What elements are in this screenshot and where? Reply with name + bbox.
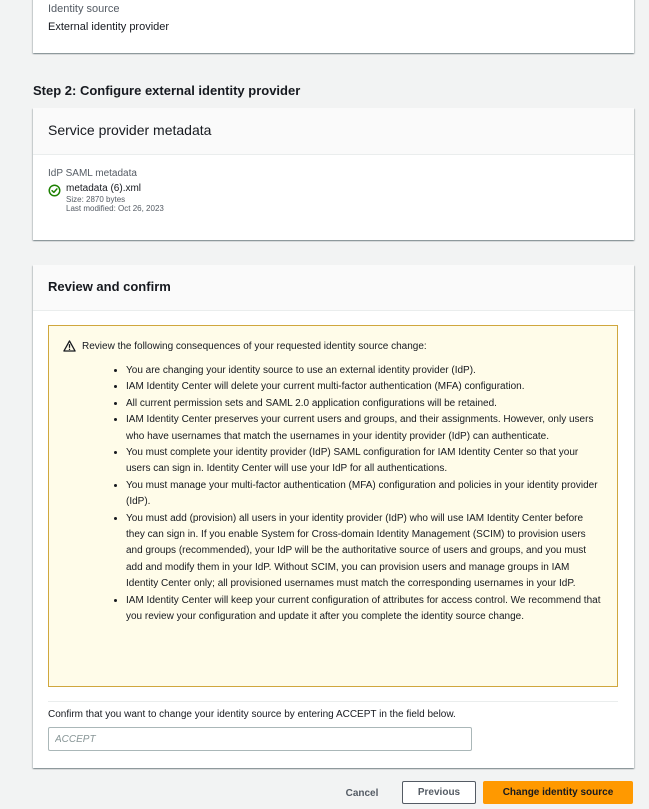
identity-source-summary-card (33, 0, 634, 53)
confirm-label: Confirm that you want to change your identity source by entering ACCEPT in the field below. (48, 709, 456, 720)
cancel-button[interactable]: Cancel (336, 782, 388, 804)
list-item: • You must complete your identity provider (IdP) SAML configuration for IAM Identity Center so that your users can sign in. Identity Center will use your IdP for all authentications. (126, 445, 603, 478)
divider (48, 701, 618, 702)
list-item: • You must add (provision) all users in your identity provider (IdP) who will use IAM Identity Center before they can sign in. If you enable System for Cross-domain Identity Management (SCIM) to provision users and groups (recommended), your IdP will be the authoritative source of users and groups, and you must add and modify them in your IdP. Without SCIM, you can provision users and manage groups in IAM Identity Center only; all provisioned usernames must match the corresponding usernames in your IdP. (126, 511, 603, 593)
metadata-card-header: Service provider metadata (33, 108, 634, 155)
check-circle-icon (48, 184, 61, 197)
review-and-confirm-card (33, 265, 634, 768)
file-last-modified: Last modified: Oct 26, 2023 (66, 204, 164, 213)
list-item: • You must manage your multi-factor authentication (MFA) configuration and policies in your identity provider (IdP). (126, 478, 603, 511)
list-item: • All current permission sets and SAML 2.0 application configurations will be retained. (126, 396, 603, 412)
warning-intro-text: Review the following consequences of your requested identity source change: (82, 340, 427, 352)
warning-alert (48, 325, 618, 687)
step-2-title: Step 2: Configure external identity provider (33, 83, 301, 98)
confirm-accept-input[interactable] (48, 727, 472, 751)
metadata-card-body (33, 155, 634, 226)
file-size: Size: 2870 bytes (66, 195, 126, 204)
identity-source-value: External identity provider (48, 21, 170, 33)
list-item: • IAM Identity Center will keep your current configuration of attributes for access control. We recommend that you review your configuration and update it after you complete the identity source change. (126, 593, 603, 626)
file-name: metadata (6).xml (66, 183, 142, 194)
previous-button[interactable]: Previous (402, 781, 476, 804)
warning-header (63, 340, 603, 352)
list-item: • IAM Identity Center will delete your current multi-factor authentication (MFA) configuration. (126, 379, 603, 395)
review-card-header: Review and confirm (33, 265, 634, 311)
list-item: • You are changing your identity source to use an external identity provider (IdP). (126, 363, 603, 379)
consequence-list (126, 363, 603, 626)
uploaded-file (48, 183, 619, 213)
service-provider-metadata-card (33, 108, 634, 240)
warning-icon (63, 340, 76, 352)
identity-source-label: Identity source (48, 3, 120, 15)
list-item: • IAM Identity Center preserves your current users and groups, and their assignments. However, only users who have usernames that match the usernames in your identity provider (IdP) can authenticate. (126, 412, 603, 445)
idp-saml-metadata-label: IdP SAML metadata (48, 168, 137, 179)
change-identity-source-button[interactable]: Change identity source (483, 781, 633, 804)
